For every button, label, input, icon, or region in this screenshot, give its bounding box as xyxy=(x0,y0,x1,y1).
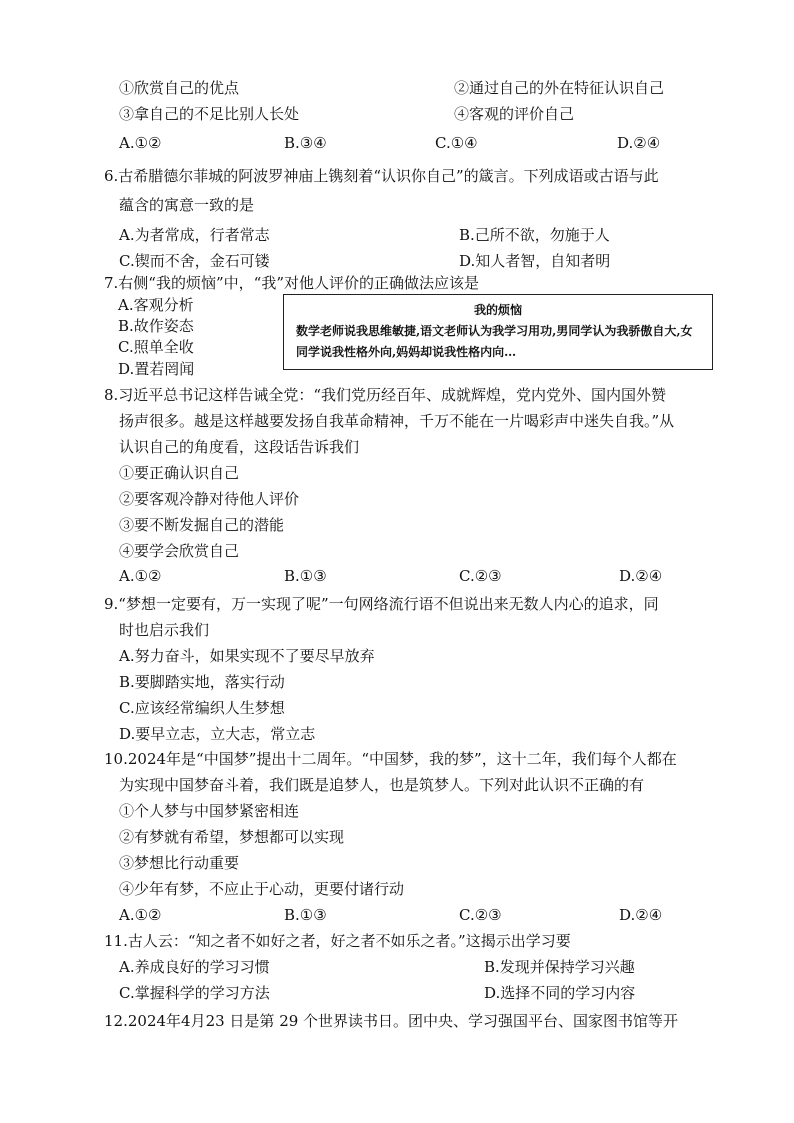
q10-option-3: ③梦想比行动重要 xyxy=(119,854,240,872)
q7-box-title: 我的烦恼 xyxy=(473,303,522,317)
q6-choice-b: B.己所不欲，勿施于人 xyxy=(459,226,610,244)
q11-stem: 11.古人云：“知之者不如好之者，好之者不如乐之者。”这揭示出学习要 xyxy=(104,932,571,950)
q8-option-1: ①要正确认识自己 xyxy=(119,464,240,482)
q8-stem-line2: 扬声很多。越是这样越要发扬自我革命精神，千万不能在一片喝彩声中迷失自我。”从 xyxy=(119,412,675,430)
q7-choice-b: B.故作姿态 xyxy=(118,317,194,335)
q5-choice-d: D.②④ xyxy=(617,134,661,152)
q7-stem: 7.右侧“我的烦恼”中，“我”对他人评价的正确做法应该是 xyxy=(104,274,479,292)
q9-stem-line1: 9.“梦想一定要有，万一实现了呢”一句网络流行语不但说出来无数人内心的追求，同 xyxy=(104,595,659,613)
q8-option-2: ②要客观冷静对待他人评价 xyxy=(119,490,300,508)
q8-option-3: ③要不断发掘自己的潜能 xyxy=(119,516,285,534)
q10-stem-line1: 10.2024年是“中国梦”提出十二周年。“中国梦，我的梦”，这十二年，我们每个人都在 xyxy=(104,750,677,768)
q8-option-4: ④要学会欣赏自己 xyxy=(119,542,240,560)
q6-choice-d: D.知人者智，自知者明 xyxy=(459,252,611,270)
q11-choice-c: C.掌握科学的学习方法 xyxy=(119,984,270,1002)
q11-choice-a: A.养成良好的学习习惯 xyxy=(119,958,270,976)
q10-stem-line2: 为实现中国梦奋斗着，我们既是追梦人，也是筑梦人。下列对此认识不正确的有 xyxy=(119,776,645,794)
q5-option-1: ①欣赏自己的优点 xyxy=(119,79,240,97)
q9-choice-b: B.要脚踏实地，落实行动 xyxy=(119,673,285,691)
q10-choice-b: B.①③ xyxy=(284,906,327,924)
q7-choice-a: A.客观分析 xyxy=(118,296,194,314)
q6-stem-line2: 蕴含的寓意一致的是 xyxy=(119,196,255,214)
q8-choice-c: C.②③ xyxy=(459,567,502,585)
q11-choice-b: B.发现并保持学习兴趣 xyxy=(484,958,635,976)
q8-stem-line1: 8.习近平总书记这样告诫全党：“我们党历经百年、成就辉煌，党内党外、国内国外赞 xyxy=(104,386,666,404)
q9-choice-a: A.努力奋斗，如果实现不了要尽早放弃 xyxy=(119,647,375,665)
q6-choice-a: A.为者常成，行者常志 xyxy=(119,226,270,244)
q9-stem-line2: 时也启示我们 xyxy=(119,621,210,639)
q5-choice-a: A.①② xyxy=(119,134,162,152)
q7-choice-c: C.照单全收 xyxy=(118,338,194,356)
q10-choice-d: D.②④ xyxy=(619,906,663,924)
q8-stem-line3: 认识自己的角度看，这段话告诉我们 xyxy=(119,438,360,456)
q5-choice-c: C.①④ xyxy=(435,134,478,152)
q8-choice-a: A.①② xyxy=(119,567,162,585)
q5-choice-b: B.③④ xyxy=(284,134,327,152)
q6-choice-c: C.锲而不舍，金石可镂 xyxy=(119,252,270,270)
q10-choice-c: C.②③ xyxy=(459,906,502,924)
q7-trouble-box xyxy=(283,294,713,370)
q5-option-4: ④客观的评价自己 xyxy=(454,105,575,123)
q9-choice-c: C.应该经常编织人生梦想 xyxy=(119,699,285,717)
q9-choice-d: D.要早立志，立大志，常立志 xyxy=(119,725,316,743)
q10-choice-a: A.①② xyxy=(119,906,162,924)
q8-choice-d: D.②④ xyxy=(619,567,663,585)
q10-option-4: ④少年有梦，不应止于心动，更要付诸行动 xyxy=(119,880,405,898)
q7-choice-d: D.置若罔闻 xyxy=(118,360,195,378)
q12-stem-line1: 12.2024年4月23 日是第 29 个世界读书日。团中央、学习强国平台、国家图书馆等开 xyxy=(104,1012,679,1030)
q6-stem-line1: 6.古希腊德尔菲城的阿波罗神庙上镌刻着“认识你自己”的箴言。下列成语或古语与此 xyxy=(104,167,659,185)
q10-option-2: ②有梦就有希望，梦想都可以实现 xyxy=(119,828,345,846)
q8-choice-b: B.①③ xyxy=(284,567,327,585)
q11-choice-d: D.选择不同的学习内容 xyxy=(484,984,636,1002)
q5-option-3: ③拿自己的不足比别人长处 xyxy=(119,105,300,123)
q7-box-body: 数学老师说我思维敏捷,语文老师认为我学习用功,男同学认为我骄傲自大,女同学说我性格外向,妈妈却说我性格内向… xyxy=(296,324,693,359)
q5-option-2: ②通过自己的外在特征认识自己 xyxy=(454,79,665,97)
q10-option-1: ①个人梦与中国梦紧密相连 xyxy=(119,802,300,820)
